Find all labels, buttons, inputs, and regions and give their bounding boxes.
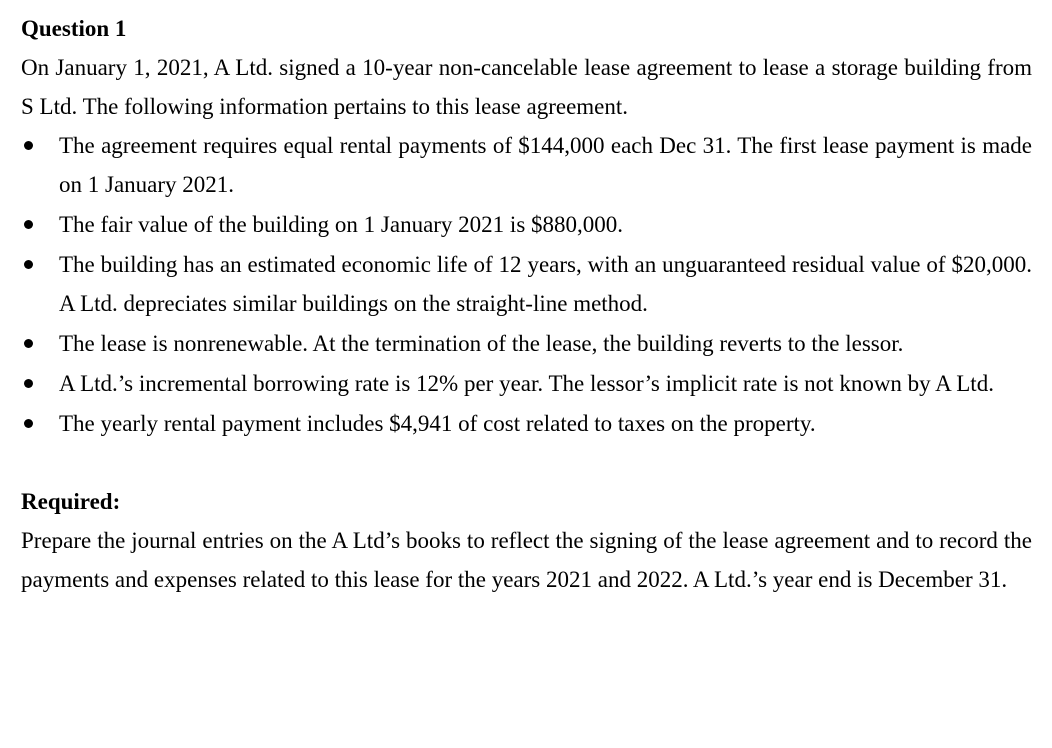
list-item (21, 404, 1032, 443)
bullet-icon (24, 260, 33, 269)
question-title: Question 1 (21, 16, 127, 41)
lease-info-list (21, 126, 1032, 443)
list-item-text: The agreement requires equal rental payments of $144,000 each Dec 31. The first lease payment is made on 1 January 2021. (59, 133, 1032, 197)
bullet-icon (24, 141, 33, 150)
bullet-icon (24, 379, 33, 388)
list-item-text: The fair value of the building on 1 January 2021 is $880,000. (59, 212, 624, 237)
question-intro: On January 1, 2021, A Ltd. signed a 10-year non-cancelable lease agreement to lease a storage building from S Ltd. The following information pertains to this lease agreement. (21, 55, 1032, 119)
list-item (21, 364, 1032, 403)
list-item-text: The building has an estimated economic life of 12 years, with an unguaranteed residual value of $20,000. A Ltd. depreciates similar buildings on the straight-line method. (59, 252, 1032, 316)
required-text: Prepare the journal entries on the A Ltd’s books to reflect the signing of the lease agreement and to record the payments and expenses related to this lease for the years 2021 and 2022. A Ltd.’s year end is December 31. (21, 528, 1032, 592)
required-title: Required: (21, 489, 121, 514)
bullet-icon (24, 419, 33, 428)
list-item (21, 324, 1032, 363)
list-item (21, 126, 1032, 204)
list-item-text: The lease is nonrenewable. At the termination of the lease, the building reverts to the lessor. (59, 331, 904, 356)
list-item (21, 205, 1032, 244)
list-item (21, 245, 1032, 323)
list-item-text: The yearly rental payment includes $4,941 of cost related to taxes on the property. (59, 411, 816, 436)
section-spacer (21, 444, 1032, 482)
bullet-icon (24, 339, 33, 348)
bullet-icon (24, 220, 33, 229)
list-item-text: A Ltd.’s incremental borrowing rate is 12% per year. The lessor’s implicit rate is not known by A Ltd. (59, 371, 994, 396)
